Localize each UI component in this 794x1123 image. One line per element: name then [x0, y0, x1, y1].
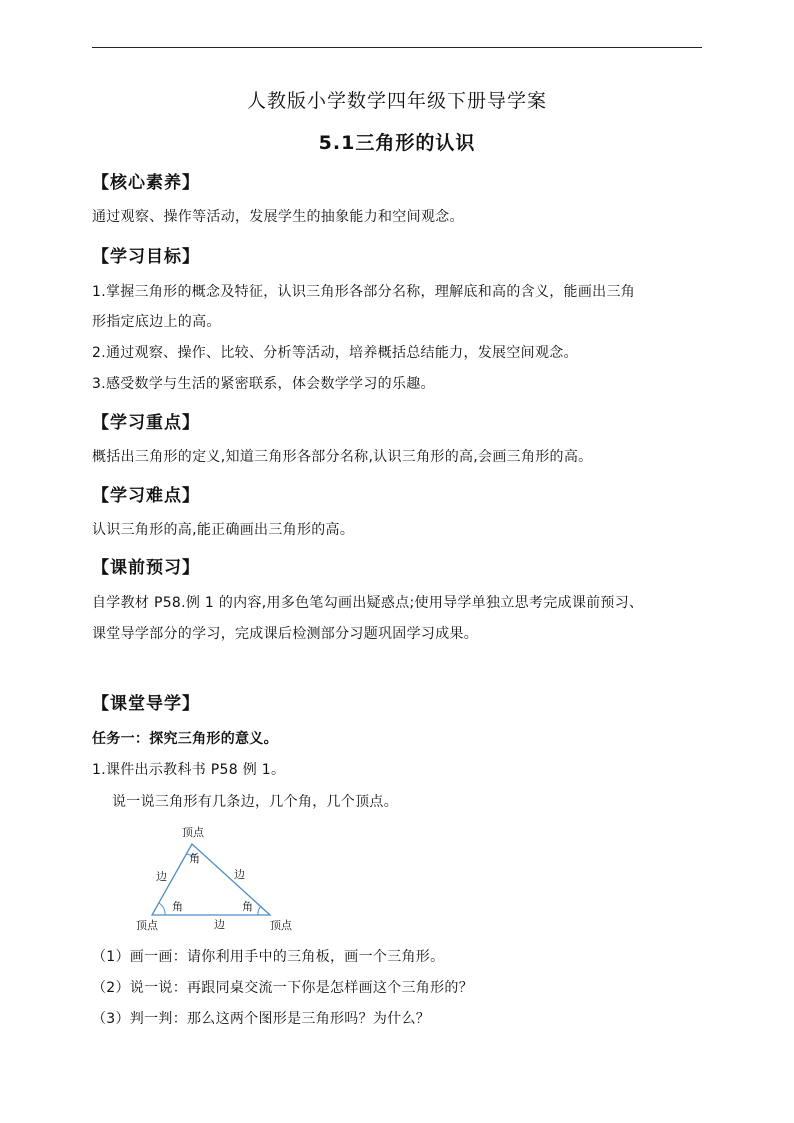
- heading-preview: 【课前预习】: [92, 558, 200, 578]
- goal-line-2: 形指定底边上的高。: [92, 314, 221, 330]
- question-3: （3）判一判：那么这两个图形是三角形吗？为什么？: [92, 1011, 431, 1027]
- label-edge-left: 边: [156, 870, 167, 883]
- header-rule: [92, 47, 702, 48]
- heading-focus: 【学习重点】: [92, 413, 200, 433]
- triangle-diagram: [132, 822, 312, 937]
- heading-goals: 【学习目标】: [92, 247, 200, 267]
- goal-line-1: 1.掌握三角形的概念及特征，认识三角形各部分名称，理解底和高的含义，能画出三角: [92, 284, 636, 300]
- label-vertex-right: 顶点: [270, 919, 292, 932]
- preview-line-2: 课堂导学部分的学习，完成课后检测部分习题巩固学习成果。: [92, 626, 479, 642]
- step-one-sub: 说一说三角形有几条边，几个角，几个顶点。: [112, 794, 398, 810]
- goal-line-3: 2.通过观察、操作、比较、分析等活动，培养概括总结能力，发展空间观念。: [92, 345, 578, 361]
- heading-difficulty: 【学习难点】: [92, 486, 200, 506]
- question-1: （1）画一画：请你利用手中的三角板，画一个三角形。: [92, 949, 445, 965]
- lesson-title: 5.1三角形的认识: [318, 132, 476, 154]
- label-vertex-left: 顶点: [136, 919, 158, 932]
- label-edge-right: 边: [234, 868, 245, 881]
- label-angle-left: 角: [172, 900, 183, 913]
- label-angle-right: 角: [242, 900, 253, 913]
- heading-core: 【核心素养】: [92, 173, 200, 193]
- question-2: （2）说一说：再跟同桌交流一下你是怎样画这个三角形的？: [92, 980, 474, 996]
- goal-line-4: 3.感受数学与生活的紧密联系，体会数学学习的乐趣。: [92, 376, 435, 392]
- preview-line-1: 自学教材 P58.例 1 的内容,用多色笔勾画出疑惑点;使用导学单独立思考完成课前预习、: [92, 595, 644, 611]
- angle-arc-right: [258, 906, 261, 915]
- label-edge-bottom: 边: [214, 918, 225, 931]
- document-title: 人教版小学数学四年级下册导学案: [246, 90, 547, 112]
- label-angle-top: 角: [189, 852, 200, 865]
- heading-guide: 【课堂导学】: [92, 694, 200, 714]
- step-one: 1.课件出示教科书 P58 例 1。: [92, 762, 286, 778]
- task-one: 任务一：探究三角形的意义。: [92, 731, 278, 747]
- label-vertex-top: 顶点: [182, 826, 204, 839]
- angle-arc-left: [159, 903, 165, 915]
- focus-text: 概括出三角形的定义,知道三角形各部分名称,认识三角形的高,会画三角形的高。: [92, 449, 593, 465]
- difficulty-text: 认识三角形的高,能正确画出三角形的高。: [92, 522, 355, 538]
- core-text: 通过观察、操作等活动，发展学生的抽象能力和空间观念。: [92, 209, 464, 225]
